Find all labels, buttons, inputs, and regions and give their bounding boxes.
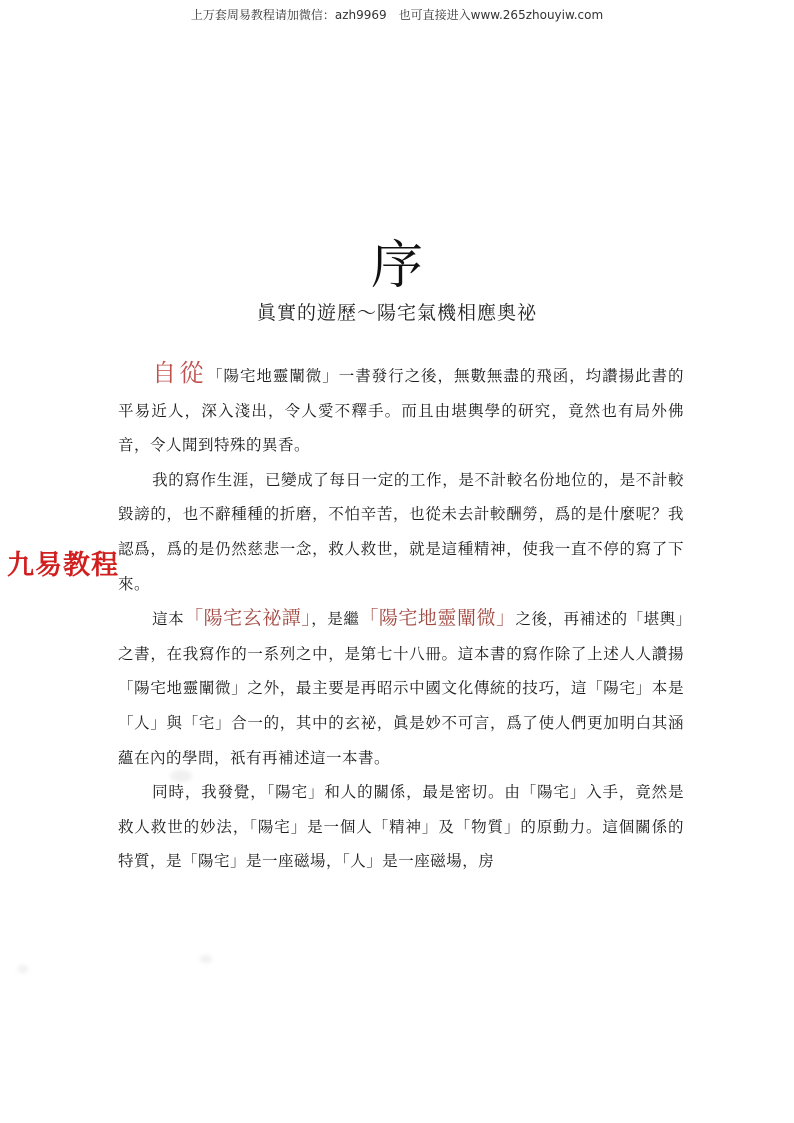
dropcap: 自從	[152, 359, 208, 387]
scan-smudge	[200, 955, 212, 963]
paragraph-text-pre: 這本	[152, 610, 185, 629]
paragraph-text: 我的寫作生涯，已變成了每日一定的工作，是不計較名份地位的，是不計較毀謗的，也不辭種種的折磨，不怕辛苦，也從未去計較酬勞，爲的是什麼呢？我認爲，爲的是仍然慈悲一念，救人救世，就是這種精神，使我一直不停的寫了下來。	[118, 470, 684, 593]
paragraph-text: 「陽宅地靈闡微」一書發行之後，無數無盡的飛函，均讚揚此書的平易近人，深入淺出，令人愛不釋手。而且由堪輿學的研究，竟然也有局外佛音，令人聞到特殊的異香。	[118, 367, 684, 455]
paragraph-4	[118, 775, 684, 879]
paragraph-3	[118, 601, 684, 775]
page-subtitle: 眞實的遊歷～陽宅氣機相應奧祕	[256, 302, 537, 324]
paragraph-text-mid: ，是繼	[311, 610, 360, 629]
page-title: 序	[370, 236, 423, 296]
paragraph-text-post: 之後，再補述的「堪輿」之書，在我寫作的一系列之中，是第七十八冊。這本書的寫作除了上述人人讚揚「陽宅地靈闡微」之外，最主要是再昭示中國文化傳統的技巧，這「陽宅」本是「人」與「宅」合一的，其中的玄祕，眞是妙不可言，爲了使人們更加明白其涵蘊在內的學問，祇有再補述這一本書。	[118, 610, 684, 767]
paragraph-1	[118, 356, 684, 463]
book-title-highlight: 「陽宅玄祕譚」	[184, 607, 312, 630]
header-note: 上万套周易教程请加微信：azh9969 也可直接进入www.265zhouyiw.com	[190, 8, 604, 22]
book-title-highlight: 「陽宅地靈闡微」	[359, 607, 516, 630]
paragraph-2	[118, 463, 684, 601]
scan-smudge	[18, 965, 28, 973]
scan-smudge	[170, 770, 192, 782]
watermark: 九易教程	[7, 550, 119, 581]
paragraph-text: 同時，我發覺，「陽宅」和人的關係，最是密切。由「陽宅」入手，竟然是救人救世的妙法，「陽宅」是一個人「精神」及「物質」的原動力。這個關係的特質，是「陽宅」是一座磁場，「人」是一座磁場，房	[118, 783, 684, 871]
body-text	[118, 356, 684, 879]
